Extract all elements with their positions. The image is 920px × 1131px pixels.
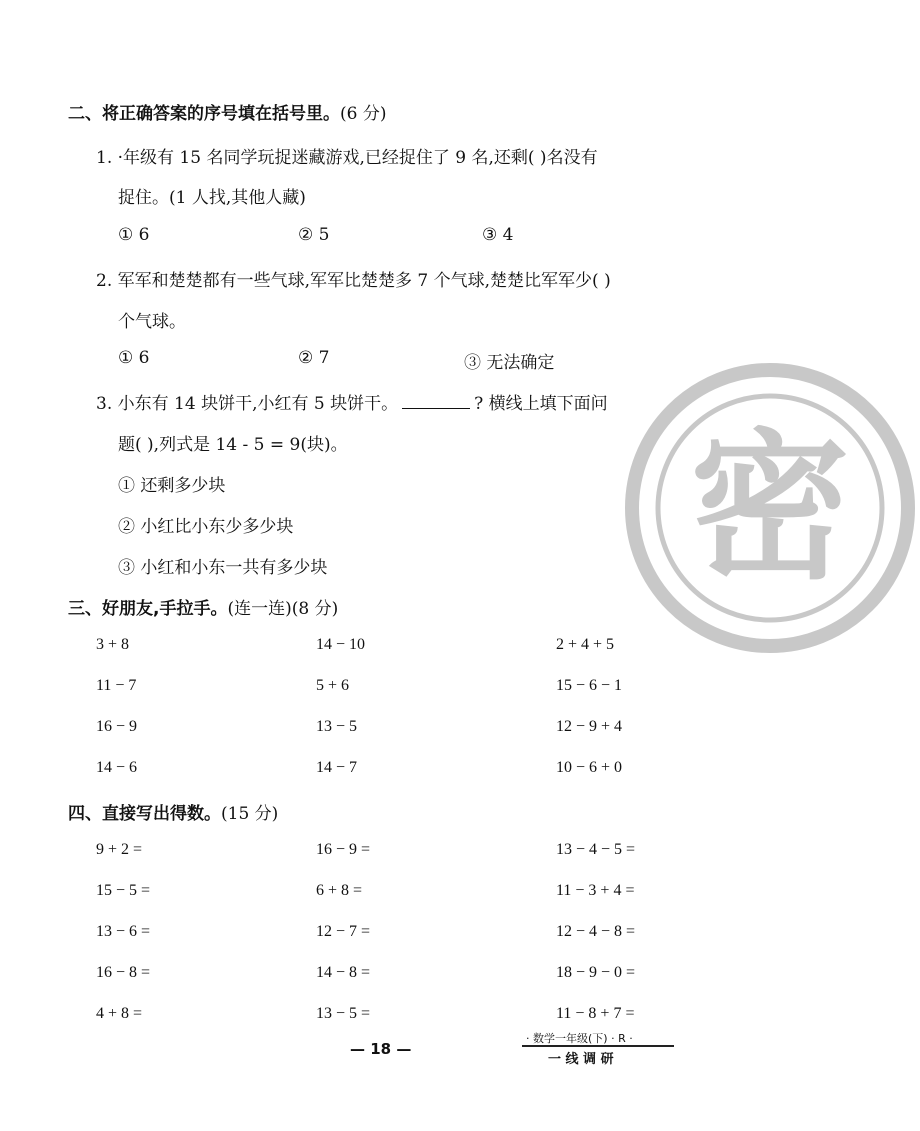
q3-line1-text-a: 3. 小东有 14 块饼干,小红有 5 块饼干。	[96, 394, 399, 414]
calc-left-1: 9 + 2 =	[96, 841, 143, 858]
match-left-2: 11 − 7	[96, 677, 137, 694]
calc-right-1: 13 − 4 − 5 =	[556, 841, 636, 858]
section4-points: (15 分)	[221, 804, 279, 824]
q2-option-1: ① 6	[118, 348, 150, 368]
q3-answer-blank	[402, 394, 470, 409]
match-right-4: 10 − 6 + 0	[556, 759, 623, 776]
footer-series-top: · 数学一年级(下) · R ·	[526, 1032, 633, 1045]
q3-line1	[96, 389, 608, 414]
q1-line2: 捉住。(1 人找,其他人藏)	[118, 188, 306, 208]
calc-right-4: 18 − 9 − 0 =	[556, 964, 636, 981]
section3-points: (连一连)(8 分)	[227, 599, 339, 619]
calc-mid-2: 6 + 8 =	[316, 882, 363, 899]
calc-left-4: 16 − 8 =	[96, 964, 151, 981]
match-mid-3: 13 − 5	[316, 718, 358, 735]
match-right-3: 12 − 9 + 4	[556, 718, 623, 735]
q3-line2: 题( ),列式是 14 - 5 = 9(块)。	[118, 435, 348, 455]
q1-line1: 1. ·年级有 15 名同学玩捉迷藏游戏,已经捉住了 9 名,还剩( )名没有	[96, 148, 598, 168]
calc-right-2: 11 − 3 + 4 =	[556, 882, 635, 899]
section3-heading	[68, 594, 338, 619]
match-right-1: 2 + 4 + 5	[556, 636, 615, 653]
calc-mid-4: 14 − 8 =	[316, 964, 371, 981]
page-number: — 18 —	[350, 1040, 412, 1058]
section2-title: 二、将正确答案的序号填在括号里。	[68, 104, 340, 124]
q3-option-1: ① 还剩多少块	[118, 476, 226, 496]
calc-left-5: 4 + 8 =	[96, 1005, 143, 1022]
match-left-1: 3 + 8	[96, 636, 130, 653]
q1-option-3: ③ 4	[482, 225, 514, 245]
q2-line2: 个气球。	[118, 312, 186, 332]
q2-line1: 2. 军军和楚楚都有一些气球,军军比楚楚多 7 个气球,楚楚比军军少( )	[96, 271, 611, 291]
calc-right-5: 11 − 8 + 7 =	[556, 1005, 635, 1022]
confidential-seal-watermark	[620, 358, 920, 658]
footer-series-bottom: 一 线 调 研	[548, 1052, 614, 1067]
calc-mid-3: 12 − 7 =	[316, 923, 371, 940]
section2-points: (6 分)	[340, 104, 387, 124]
match-mid-2: 5 + 6	[316, 677, 350, 694]
section4-heading	[68, 799, 278, 824]
calc-left-3: 13 − 6 =	[96, 923, 151, 940]
section3-title: 三、好朋友,手拉手。	[68, 599, 228, 619]
calc-right-3: 12 − 4 − 8 =	[556, 923, 636, 940]
match-left-3: 16 − 9	[96, 718, 138, 735]
q3-option-2: ② 小红比小东少多少块	[118, 517, 294, 537]
match-right-2: 15 − 6 − 1	[556, 677, 623, 694]
section4-title: 四、直接写出得数。	[68, 804, 221, 824]
calc-mid-1: 16 − 9 =	[316, 841, 371, 858]
q1-option-1: ① 6	[118, 225, 150, 245]
q2-option-3: ③ 无法确定	[464, 353, 555, 373]
q2-option-2: ② 7	[298, 348, 330, 368]
section2-heading	[68, 99, 386, 124]
q1-option-2: ② 5	[298, 225, 330, 245]
match-mid-4: 14 − 7	[316, 759, 358, 776]
calc-left-2: 15 − 5 =	[96, 882, 151, 899]
match-mid-1: 14 − 10	[316, 636, 366, 653]
q3-option-3: ③ 小红和小东一共有多少块	[118, 558, 328, 578]
match-left-4: 14 − 6	[96, 759, 138, 776]
calc-mid-5: 13 − 5 =	[316, 1005, 371, 1022]
q3-line1-text-b: ? 横线上填下面问	[474, 394, 608, 414]
watermark-text: 密	[689, 414, 851, 601]
